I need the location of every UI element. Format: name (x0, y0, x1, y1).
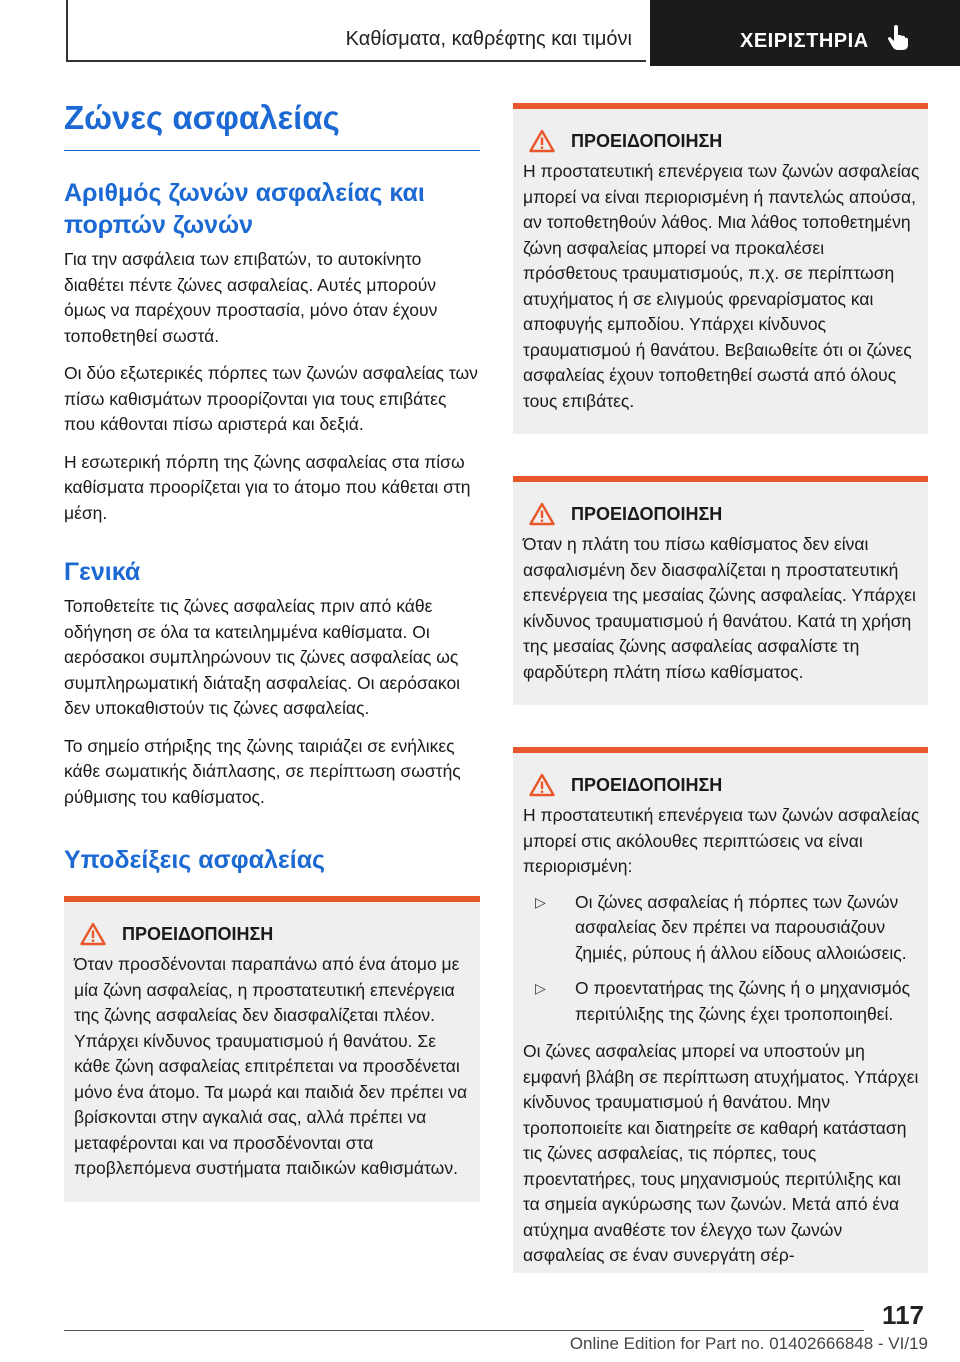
warning-label: ΠΡΟΕΙΔΟΠΟΙΗΣΗ (571, 774, 723, 795)
page-header (0, 0, 960, 68)
paragraph: Οι δύο εξωτερικές πόρπες των ζωνών ασφαλείας των πίσω καθισμάτων προορίζονται για τους επιβάτες που κάθονται πίσω αριστερά και δεξιά. (64, 363, 478, 435)
chapter-label: ΧΕΙΡΙΣΤΗΡΙΑ (740, 30, 869, 52)
warning-label: ΠΡΟΕΙΔΟΠΟΙΗΣΗ (571, 130, 723, 151)
hand-pointing-icon (888, 24, 910, 50)
left-column (64, 100, 480, 1202)
right-column (513, 103, 928, 1273)
warning-box (513, 103, 928, 434)
warning-text: Οι ζώνες ασφαλείας μπορεί να υποστούν μη εμφανή βλάβη σε περίπτωση ατυχήματος. Υπάρχει κίνδυνος τραυματισμού ή θανάτου. Μην τροποποιείτε και διατηρείτε σε καθαρή κατάσταση τις ζώνες ασφαλείας, τις πόρπες, τους προεντατήρες, τους μηχανισμούς περιτύλιξης και τα σημεία αγκύρωσης των ζωνών. Μετά από ένα ατύχημα αναθέστε τον έλεγχο των ζωνών ασφαλείας σε έναν συνεργάτη σέρ- (523, 1041, 919, 1265)
warning-box (64, 896, 480, 1202)
warning-text: Η προστατευτική επενέργεια των ζωνών ασφαλείας μπορεί στις ακόλουθες περιπτώσεις να είναι περιορισμένη: (523, 805, 920, 876)
chapter-tab[interactable] (650, 0, 960, 66)
section-title: Καθίσματα, καθρέφτης και τιμόνι (66, 0, 646, 62)
footer-edition: Online Edition for Part no. 01402666848 - VI/19 (569, 1334, 928, 1353)
warning-triangle-icon (529, 773, 555, 797)
page-title: Ζώνες ασφαλείας (64, 100, 480, 151)
section-heading-count: Αριθμός ζωνών ασφαλείας και πορπών ζωνών (64, 179, 425, 240)
section-heading-safety: Υποδείξεις ασφαλείας (64, 846, 326, 875)
warning-label: ΠΡΟΕΙΔΟΠΟΙΗΣΗ (571, 503, 723, 524)
warning-text: Όταν προσδένονται παραπάνω από ένα άτομο με μία ζώνη ασφαλείας, η προστατευτική επενέργεια της ζώνης ασφαλείας δεν διασφαλίζεται πλέον. Υπάρχει κίνδυνος τραυματισμού ή θανάτου. Σε κάθε ζώνη ασφαλείας επιτρέπεται να προσδένεται μόνο ένα άτομο. Τα μωρά και παιδιά δεν πρέπει να βρίσκονται στην αγκαλιά σας, αλλά πρέπει να μεταφέρονται και να προσδένονται στα προβλεπόμενα συστήματα παιδικών καθισμάτων. (74, 954, 468, 1179)
list-item: ▷ Οι ζώνες ασφαλείας ή πόρπες των ζωνών ασφαλείας δεν πρέπει να παρουσιάζουν ζημιές, ρύπους ή άλλου είδους αλλοιώσεις. (523, 890, 920, 967)
warning-label: ΠΡΟΕΙΔΟΠΟΙΗΣΗ (122, 923, 274, 944)
warning-box (513, 476, 928, 705)
list-item: ▷ Ο προεντατήρας της ζώνης ή ο μηχανισμός περιτύλιξης της ζώνης έχει τροποποιηθεί. (523, 976, 920, 1027)
warning-triangle-icon (529, 502, 555, 526)
triangle-bullet-icon: ▷ (535, 893, 546, 910)
warning-text: Όταν η πλάτη του πίσω καθίσματος δεν είναι ασφαλισμένη δεν διασφαλίζεται η προστατευτική επενέργεια της μεσαίας ζώνης ασφαλείας. Υπάρχει κίνδυνος τραυματισμού ή θανάτου. Κατά τη χρήση της μεσαίας ζώνης ασφαλείας ασφαλίστε τη φαρδύτερη πλάτη πίσω καθίσματος. (523, 534, 916, 682)
warning-triangle-icon (80, 922, 106, 946)
paragraph: Το σημείο στήριξης της ζώνης ταιριάζει σε ενήλικες κάθε σωματικής διάπλασης, σε περίπτωση σωστής ρύθμισης του καθίσματος. (64, 735, 461, 807)
paragraph: Τοποθετείτε τις ζώνες ασφαλείας πριν από κάθε οδήγηση σε όλα τα κατειλημμένα καθίσματα. Οι αερόσακοι συμπληρώνουν τις ζώνες ασφαλείας ως συμπληρωματική διάταξη ασφαλείας. Οι αερόσακοι δεν υποκαθιστούν τις ζώνες ασφαλείας. (64, 596, 461, 719)
paragraph: Η εσωτερική πόρπη της ζώνης ασφαλείας στα πίσω καθίσματα προορίζεται για το άτομο που κάθεται στη μέση. (64, 451, 471, 523)
page-number: 117 (882, 1300, 924, 1330)
section-heading-general: Γενικά (64, 558, 141, 587)
triangle-bullet-icon: ▷ (535, 980, 546, 996)
warning-text: Η προστατευτική επενέργεια των ζωνών ασφαλείας μπορεί να είναι περιορισμένη ή παντελώς απούσα, αν τοποθετηθούν λάθος. Μια λάθος τοποθετημένη ζώνη ασφαλείας μπορεί να προκαλέσει πρόσθετους τραυματισμούς, π.χ. σε περίπτωση ατυχήματος ή σε ελιγμούς φρεναρίσματος και αποφυγής εμποδίου. Υπάρχει κίνδυνος τραυματισμού ή θανάτου. Βεβαιωθείτε ότι οι ζώνες ασφαλείας έχουν τοποθετηθεί σωστά από όλους τους επιβάτες. (523, 161, 920, 411)
warning-triangle-icon (529, 129, 555, 153)
paragraph: Για την ασφάλεια των επιβατών, το αυτοκίνητο διαθέτει πέντε ζώνες ασφαλείας. Αυτές μπορούν όμως να παρέχουν προστασία, μόνο όταν έχουν τοποθετηθεί σωστά. (64, 249, 438, 346)
footer-divider (64, 1330, 864, 1331)
warning-box (513, 747, 928, 1273)
